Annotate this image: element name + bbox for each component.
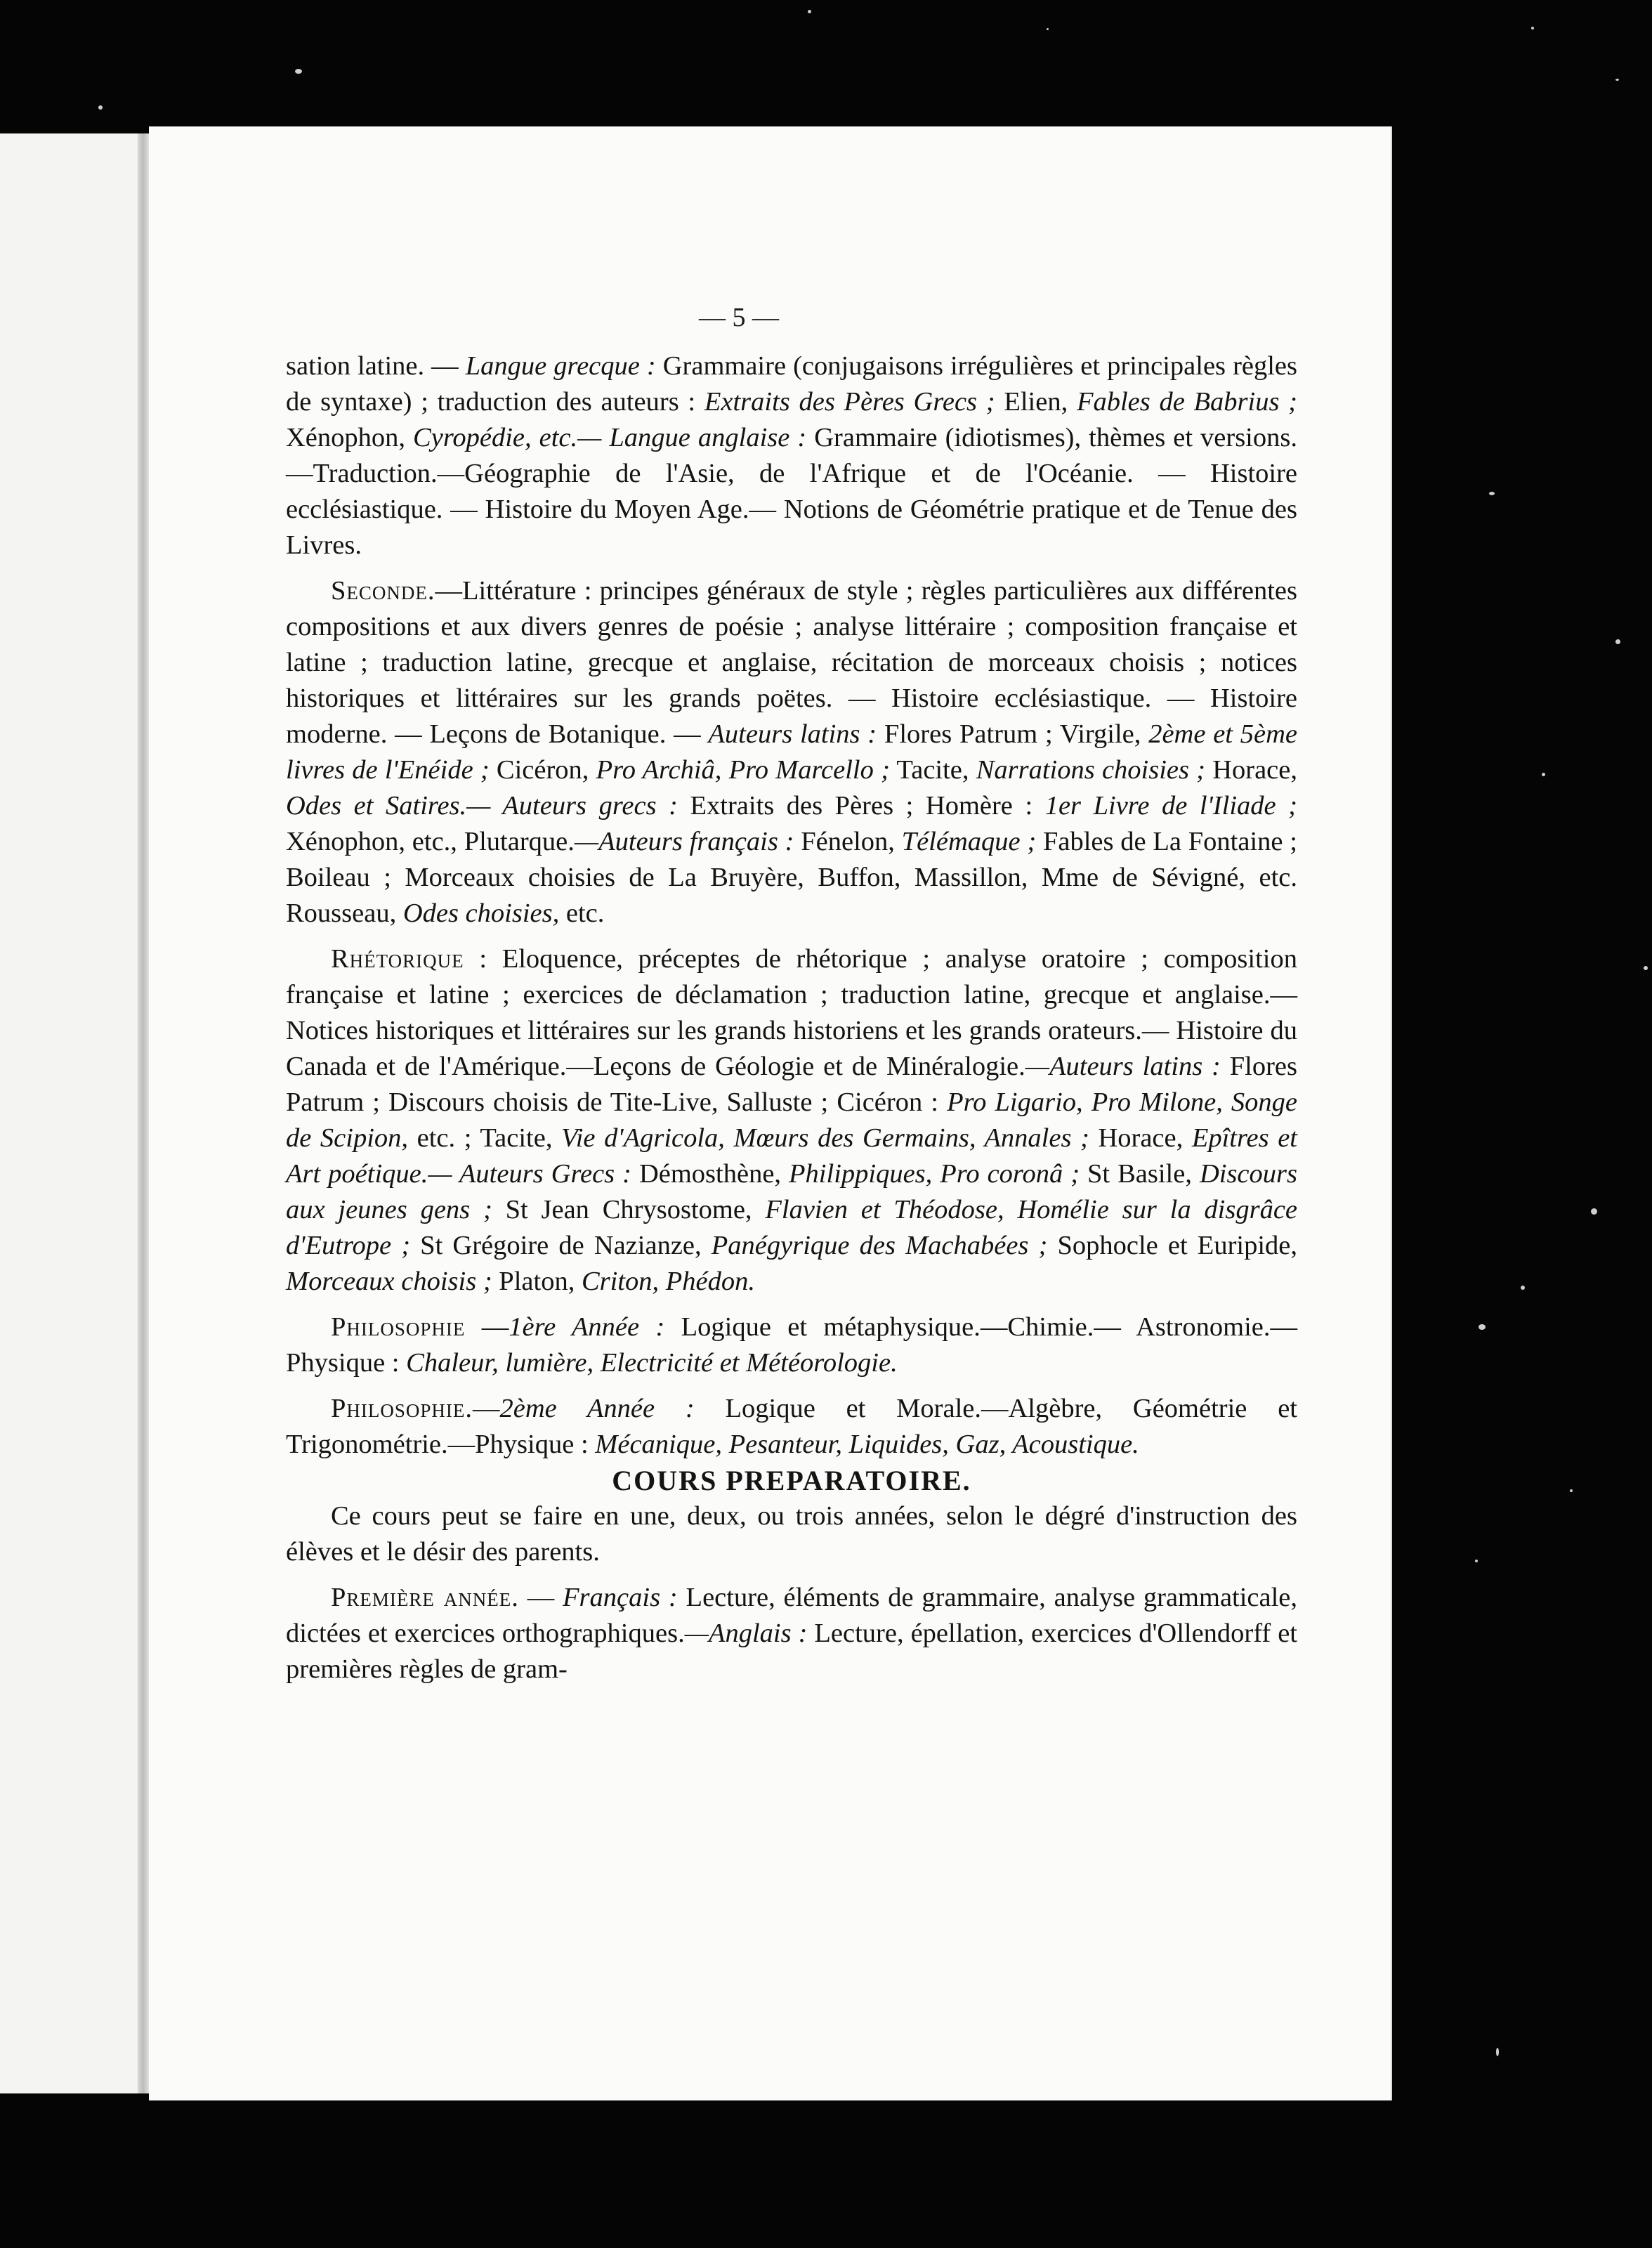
text-run: Grammaire (conjugaisons irrégulières et principales règles de syntaxe) ; traduction des auteurs : [286,351,1298,417]
paragraph-langue-grecque [286,348,1297,563]
text-run: St Jean Chrysostome, [492,1195,766,1224]
text-run: Sophocle et Euripide, [1047,1231,1297,1260]
italic-run: Odes choisies, [402,898,560,928]
text-run: Flores Patrum ; Discours choisis de Tite-Live, Salluste ; Cicéron : [286,1052,1298,1117]
section-label: Rhétorique [331,944,464,974]
italic-run: 2ème Année : [499,1394,695,1423]
italic-run: Philippiques, Pro coronâ ; [789,1159,1080,1189]
paragraph-philosophie-2 [286,1391,1297,1463]
text-run: Logique et métaphysique.—Chimie.— Astronomie.—Physique : [286,1312,1297,1378]
text-run: Xénophon, [286,423,414,452]
italic-run: Fables de Babrius ; [1076,387,1298,417]
text-run: St Basile, [1080,1159,1200,1189]
text-run: Platon, [492,1267,582,1296]
italic-run: 1ère Année : [509,1312,665,1342]
italic-run: Discours aux jeunes gens ; [286,1159,1297,1224]
italic-run: Flavien et Théodose, Homélie sur la disgrâce d'Eutrope ; [286,1195,1297,1260]
italic-run: —Auteurs français : [574,827,794,856]
italic-run: Cyropédie, etc.— Langue anglaise : [413,423,807,452]
italic-run: Narrations choisies ; [976,755,1206,785]
page-number: — 5 — [699,303,779,332]
paragraph-cours-intro [286,1498,1297,1570]
section-heading: COURS PREPARATOIRE. [612,1465,971,1496]
italic-run: Français : [563,1583,678,1612]
text-run: — [473,1394,500,1423]
facing-page-edge [0,133,149,2093]
section-label: Seconde. [331,576,435,606]
document-page [149,126,1391,2100]
section-label: Philosophie. [331,1394,473,1423]
text-run: Fénelon, [794,827,902,856]
text-run: etc. ; Tacite, [408,1123,562,1153]
book-spine-shadow [138,133,149,2093]
italic-run: Odes et Satires.— Auteurs grecs : [286,791,678,821]
text-run: — [518,1583,563,1612]
text-run: Xénophon, etc., Plutarque. [286,827,575,856]
italic-run: Mécanique, Pesanteur, Liquides, Gaz, Acoustique. [595,1430,1139,1459]
text-run: Ce cours peut se faire en une, deux, ou trois années, selon le dégré d'instruction des élèves et le désir des parents. [286,1501,1297,1567]
italic-run: Pro Ligario, Pro Milone, Songe de Scipion, [286,1087,1297,1153]
italic-run: Chaleur, lumière, Electricité et Météorologie. [406,1348,898,1378]
text-run: Lecture, éléments de grammaire, analyse grammaticale, dictées et exercices orthographiques. [286,1583,1298,1648]
text-run: — [465,1312,509,1342]
text-run: Grammaire (idiotismes), thèmes et versions.—Traduction.—Géographie de l'Asie, de l'Afrique et de l'Océanie. — Histoire ecclésiastique. — Histoire du Moyen Age.— Notions de Géométrie pratique et de Tenue des Livres. [286,423,1297,560]
paragraph-rhetorique [286,941,1297,1300]
text-run: Tacite, [889,755,976,785]
text-run: Horace, [1205,755,1297,785]
text-run: Elien, [995,387,1077,417]
text-run: Lecture, épellation, exercices d'Ollendorff et premières règles de gram- [286,1619,1297,1684]
text-run: —Littérature : principes généraux de style ; règles particulières aux différentes compositions et aux divers genres de poésie ; analyse littéraire ; composition française et latine ; traduction latine, grecque et anglaise, récitation de morceaux choisis ; notices historiques et littéraires sur les grands poëtes. — Histoire ecclésiastique. — Histoire moderne. — Leçons de Botanique. — [286,576,1297,749]
italic-run: Epîtres et Art poétique.— Auteurs Grecs : [286,1123,1297,1189]
italic-run: —Anglais : [684,1619,808,1648]
italic-run: Pro Archiâ, Pro Marcello ; [596,755,890,785]
page-body [286,348,1297,1687]
italic-run: Panégyrique des Machabées ; [711,1231,1048,1260]
italic-run: 2ème et 5ème livres de l'Enéide ; [286,719,1297,785]
text-run: etc. [559,898,605,928]
italic-run: Morceaux choisis ; [286,1267,492,1296]
text-run: Cicéron, [489,755,596,785]
italic-run: 1er Livre de l'Iliade ; [1044,791,1297,821]
text-run: : Eloquence, préceptes de rhétorique ; analyse oratoire ; composition française et latine ; exercices de déclamation ; traduction latine, grecque et anglaise.—Notices historiques et littéraires sur les grands historiens et les grands orateurs.— Histoire du Canada et de l'Amérique.—Leçons de Géologie et de Minéralogie. [286,944,1297,1081]
text-run: Démosthène, [631,1159,789,1189]
text-run: Logique et Morale.—Algèbre, Géométrie et Trigonométrie.—Physique : [286,1394,1297,1459]
italic-run: Langue grecque : [465,351,656,381]
text-run: Extraits des Pères ; Homère : [677,791,1045,821]
paragraph-premiere-annee [286,1580,1297,1687]
section-label: Première année. [331,1583,519,1612]
text-run: St Grégoire de Nazianze, [410,1231,712,1260]
text-run: Fables de La Fontaine ; Boileau ; Morceaux choisies de La Bruyère, Buffon, Massillon, Mme de Sévigné, etc. Rousseau, [286,827,1297,928]
italic-run: Vie d'Agricola, Mœurs des Germains, Annales ; [561,1123,1089,1153]
text-run: Horace, [1089,1123,1192,1153]
italic-run: Auteurs latins : [708,719,877,749]
italic-run: Télémaque ; [901,827,1037,856]
italic-run: Criton, Phédon. [581,1267,755,1296]
italic-run: Extraits des Pères Grecs ; [704,387,995,417]
text-run: sation latine. — [286,351,466,381]
italic-run: —Auteurs latins : [1025,1052,1221,1081]
section-label: Philosophie [331,1312,466,1342]
paragraph-seconde [286,573,1297,932]
paragraph-philosophie-1 [286,1309,1297,1381]
text-run: Flores Patrum ; Virgile, [877,719,1149,749]
